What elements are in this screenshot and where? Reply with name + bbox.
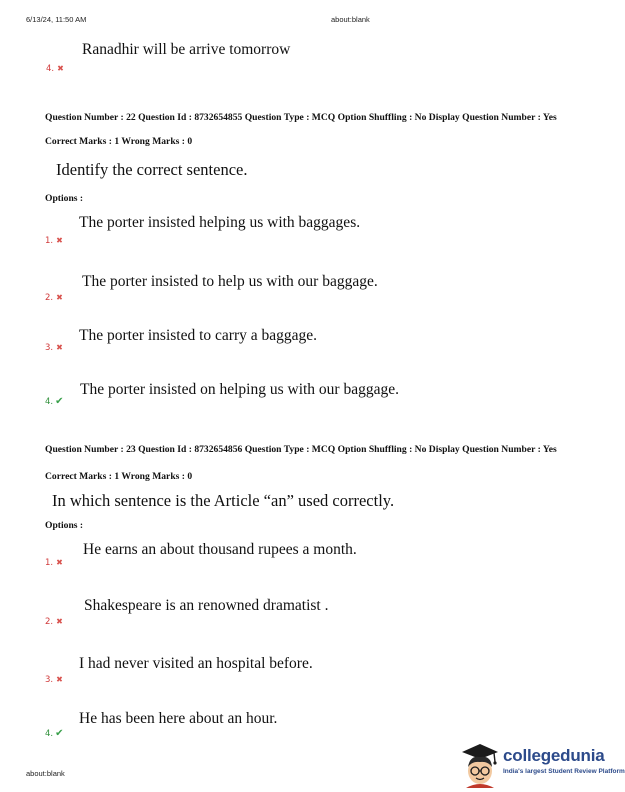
q23-option-1-marker	[45, 558, 63, 568]
q22-option-1-text: The porter insisted helping us with baggages.	[79, 214, 361, 231]
check-icon: ✔	[55, 728, 64, 739]
question-22-options-label: Options :	[45, 193, 84, 204]
logo-name: collegedunia	[503, 746, 605, 765]
option-number: 3.	[45, 675, 54, 685]
cross-icon: ✖	[56, 617, 63, 626]
option-number: 2.	[45, 293, 54, 303]
q23-option-2-text: Shakespeare is an renowned dramatist .	[84, 597, 329, 614]
question-22-stem: Identify the correct sentence.	[56, 160, 248, 179]
q22-option-2-marker	[45, 293, 63, 303]
cross-icon: ✖	[57, 64, 64, 73]
print-page-title: about:blank	[331, 15, 370, 24]
q23-option-4-marker	[45, 728, 64, 739]
prev-option-text: Ranadhir will be arrive tomorrow	[82, 41, 291, 58]
print-footer-url: about:blank	[26, 769, 65, 778]
q23-option-1-text: He earns an about thousand rupees a month.	[83, 541, 357, 558]
cross-icon: ✖	[56, 236, 63, 245]
q22-option-4-text: The porter insisted on helping us with our baggage.	[80, 381, 399, 398]
cross-icon: ✖	[56, 675, 63, 684]
check-icon: ✔	[55, 396, 64, 407]
option-number: 4.	[45, 397, 54, 407]
q23-option-3-marker	[45, 675, 63, 685]
q23-option-3-text: I had never visited an hospital before.	[79, 655, 313, 672]
option-number: 4.	[46, 64, 55, 74]
option-number: 3.	[45, 343, 54, 353]
cross-icon: ✖	[56, 293, 63, 302]
cross-icon: ✖	[56, 558, 63, 567]
question-23-marks: Correct Marks : 1 Wrong Marks : 0	[45, 471, 193, 482]
mascot-icon	[458, 742, 502, 788]
question-22-marks: Correct Marks : 1 Wrong Marks : 0	[45, 136, 193, 147]
print-datetime: 6/13/24, 11:50 AM	[26, 15, 87, 24]
collegedunia-logo	[458, 742, 625, 792]
option-number: 4.	[45, 729, 54, 739]
prev-option-marker	[46, 64, 64, 74]
option-number: 1.	[45, 558, 54, 568]
question-23-meta: Question Number : 23 Question Id : 8732654856 Question Type : MCQ Option Shuffling : No Display Question Number : Yes	[45, 444, 557, 455]
q22-option-3-text: The porter insisted to carry a baggage.	[79, 327, 318, 344]
q22-option-1-marker	[45, 236, 63, 246]
q23-option-4-text: He has been here about an hour.	[79, 710, 278, 727]
q23-option-2-marker	[45, 617, 63, 627]
cross-icon: ✖	[56, 343, 63, 352]
logo-tagline: India's largest Student Review Platform	[503, 768, 625, 775]
option-number: 1.	[45, 236, 54, 246]
q22-option-3-marker	[45, 343, 63, 353]
question-22-meta: Question Number : 22 Question Id : 8732654855 Question Type : MCQ Option Shuffling : No Display Question Number : Yes	[45, 112, 557, 123]
q22-option-2-text: The porter insisted to help us with our baggage.	[82, 273, 378, 290]
q22-option-4-marker	[45, 396, 64, 407]
question-23-stem: In which sentence is the Article “an” used correctly.	[52, 491, 395, 510]
option-number: 2.	[45, 617, 54, 627]
question-23-options-label: Options :	[45, 520, 84, 531]
